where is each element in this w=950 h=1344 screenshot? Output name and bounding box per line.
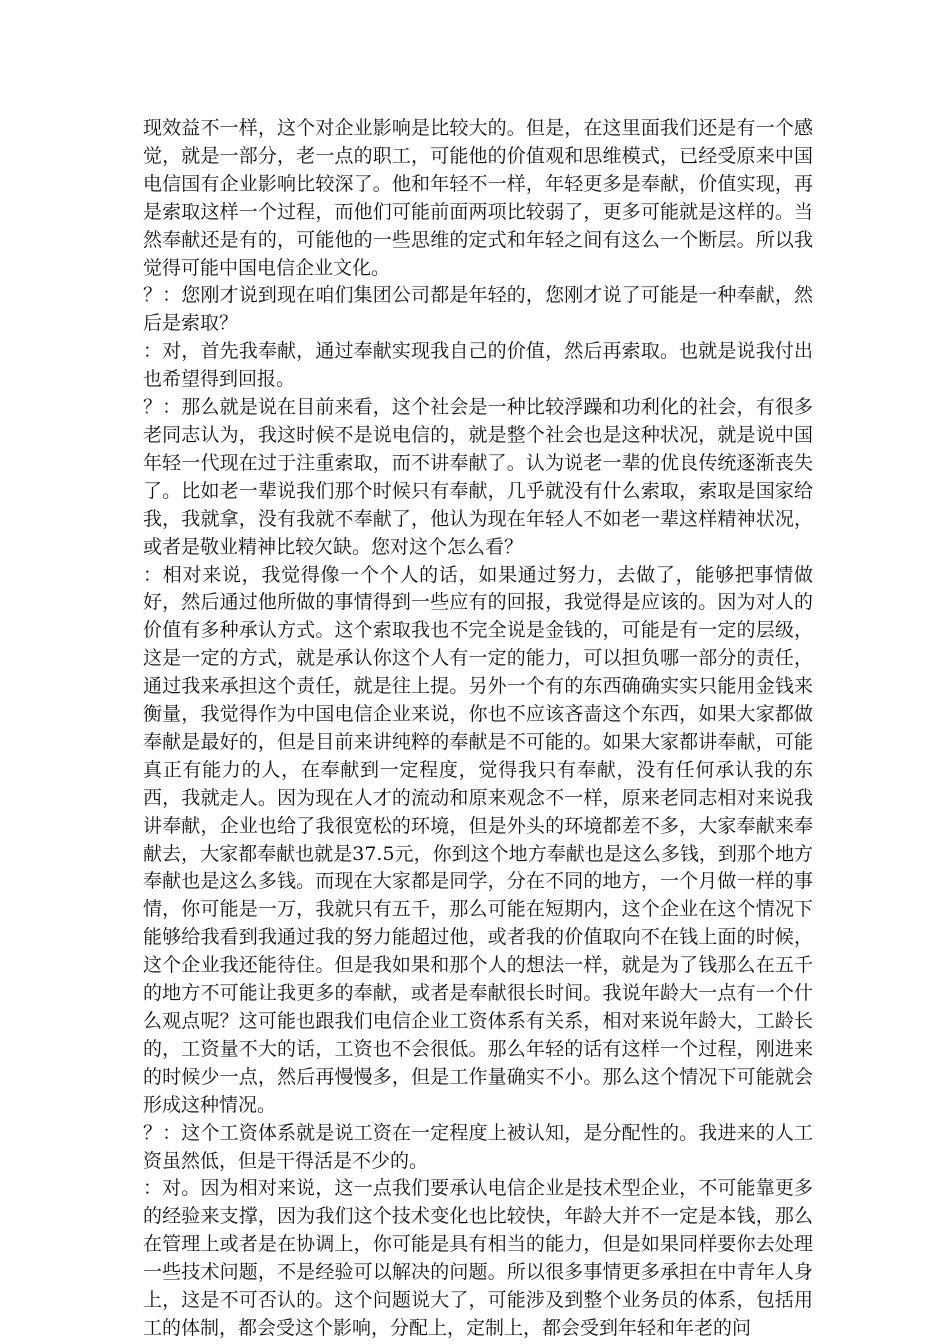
paragraph-4: ？：那么就是说在目前来看，这个社会是一种比较浮躁和功利化的社会，有很多老同志认为，我这时候不是说电信的，就是整个社会也是这种状况，就是说中国年轻一代现在过于注重索取，而不讲奉献了。认为说老一辈的优良传统逐渐丧失了。比如老一辈说我们那个时候只有奉献，几乎就没有什么索取，索取是国家给我，我就拿，没有我就不奉献了，他认为现在年轻人不如老一辈这样精神状况，或者是敬业精神比较欠缺。您对这个怎么看？ (143, 396, 813, 558)
paragraph-3: ：对，首先我奉献，通过奉献实现我自己的价值，然后再索取。也就是说我付出也希望得到回报。 (143, 340, 813, 391)
paragraph-7: ：对。因为相对来说，这一点我们要承认电信企业是技术型企业，不可能靠更多的经验来支撑，因为我们这个技术变化也比较快，年龄大并不一定是本钱，那么在管理上或者是在协调上，你可能是具有相当的能力，但是如果同样要你去处理一些技术问题，不是经验可以解决的问题。所以很多事情更多承担在中青年人身上，这是不可否认的。这个问题说大了，可能涉及到整个业务员的体系，包括用工的体制，都会受这个影响，分配上，定制上，都会受到年轻和年老的问 (143, 1177, 813, 1339)
paragraph-1: 现效益不一样，这个对企业影响是比较大的。但是，在这里面我们还是有一个感觉，就是一部分，老一点的职工，可能他的价值观和思维模式，已经受原来中国电信国有企业影响比较深了。他和年轻不一样，年轻更多是奉献，价值实现，再是索取这样一个过程，而他们可能前面两项比较弱了，更多可能就是这样的。当然奉献还是有的，可能他的一些思维的定式和年轻之间有这么一个断层。所以我觉得可能中国电信企业文化。 (143, 117, 813, 279)
paragraph-6: ？：这个工资体系就是说工资在一定程度上被认知，是分配性的。我进来的人工资虽然低，但是干得活是不少的。 (143, 1121, 813, 1172)
document-body (143, 115, 813, 1343)
paragraph-2: ？：您刚才说到现在咱们集团公司都是年轻的，您刚才说了可能是一种奉献，然后是索取？ (143, 284, 813, 335)
paragraph-5: ：相对来说，我觉得像一个个人的话，如果通过努力，去做了，能够把事情做好，然后通过他所做的事情得到一些应有的回报，我觉得是应该的。因为对人的价值有多种承认方式。这个索取我也不完全说是金钱的，可能是有一定的层级，这是一定的方式，就是承认你这个人有一定的能力，可以担负哪一部分的责任，通过我来承担这个责任，就是往上提。另外一个有的东西确确实实只能用金钱来衡量，我觉得作为中国电信企业来说，你也不应该吝啬这个东西，如果大家都做奉献是最好的，但是目前来讲纯粹的奉献是不可能的。如果大家都讲奉献，可能真正有能力的人，在奉献到一定程度，觉得我只有奉献，没有任何承认我的东西，我就走人。因为现在人才的流动和原来观念不一样，原来老同志相对来说我讲奉献，企业也给了我很宽松的环境，但是外头的环境都差不多，大家奉献来奉献去，大家都奉献也就是37.5元，你到这个地方奉献也是这么多钱，到那个地方奉献也是这么多钱。而现在大家都是同学，分在不同的地方，一个月做一样的事情，你可能是一万，我就只有五千，那么可能在短期内，这个企业在这个情况下能够给我看到我通过我的努力能超过他，或者我的价值取向不在钱上面的时候，这个企业我还能待住。但是我如果和那个人的想法一样，就是为了钱那么在五千的地方不可能让我更多的奉献，或者是奉献很长时间。我说年龄大一点有一个什么观点呢？这可能也跟我们电信企业工资体系有关系，相对来说年龄大，工龄长的，工资量不大的话，工资也不会很低。那么年轻的话有这样一个过程，刚进来的时候少一点，然后再慢慢多，但是工作量确实不小。那么这个情况下可能就会形成这种情况。 (143, 563, 813, 1116)
